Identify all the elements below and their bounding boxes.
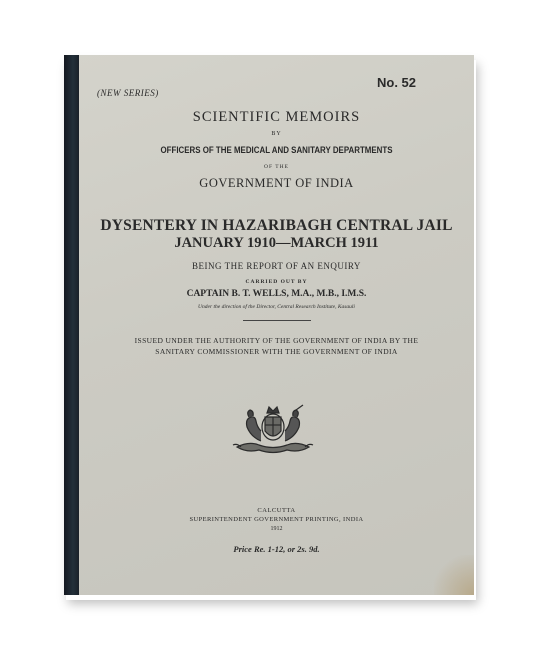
- direction-note: Under the direction of the Director, Central Research Institute, Kasauli: [198, 304, 355, 310]
- main-title-line-1: DYSENTERY IN HAZARIBAGH CENTRAL JAIL: [100, 217, 453, 234]
- series-title: SCIENTIFIC MEMOIRS: [192, 109, 361, 125]
- government-line: GOVERNMENT OF INDIA: [199, 176, 354, 190]
- book-spine: [64, 55, 79, 595]
- officers-line: OFFICERS OF THE MEDICAL AND SANITARY DEPARTMENTS: [160, 145, 393, 155]
- divider-rule: [243, 320, 311, 321]
- main-title-line-2: JANUARY 1910—MARCH 1911: [174, 235, 379, 251]
- cover-page: [79, 55, 474, 595]
- city-line: CALCUTTA: [257, 507, 296, 514]
- royal-coat-of-arms-icon: [229, 403, 317, 455]
- year-line: 1912: [270, 526, 283, 532]
- by-label: BY: [271, 131, 282, 137]
- issued-line-1: ISSUED UNDER THE AUTHORITY OF THE GOVERNMENT OF INDIA BY THE: [134, 336, 419, 345]
- author-line: CAPTAIN B. T. WELLS, M.A., M.B., I.M.S.: [186, 289, 367, 299]
- issued-statement: [79, 335, 474, 357]
- report-subtitle: BEING THE REPORT OF AN ENQUIRY: [192, 261, 361, 271]
- issued-line-2: SANITARY COMMISSIONER WITH THE GOVERNMENT OF INDIA: [155, 347, 398, 356]
- carried-out-label: CARRIED OUT BY: [245, 279, 308, 285]
- memoir-number: No. 52: [376, 75, 416, 90]
- corner-stain: [434, 555, 474, 595]
- printer-line: SUPERINTENDENT GOVERNMENT PRINTING, INDIA: [189, 516, 364, 523]
- series-label: (NEW SERIES): [97, 88, 159, 98]
- of-the-label: OF THE: [264, 164, 289, 170]
- book-cover: [64, 55, 474, 595]
- price-line: Price Re. 1-12, or 2s. 9d.: [233, 544, 320, 554]
